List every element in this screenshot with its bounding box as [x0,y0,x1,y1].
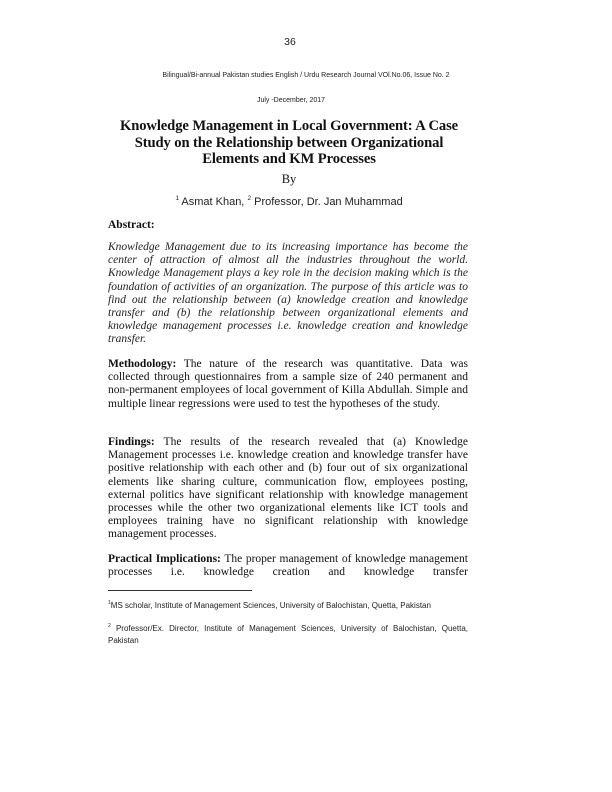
author-1-marker: 1 [175,195,179,202]
byline-label: By [281,172,297,186]
footnote-2-marker: 2 [108,623,111,629]
author-1-name: Asmat Khan, [181,196,245,208]
author-2-marker: 2 [247,195,252,202]
footnote-1-text: MS scholar, Institute of Management Sciences, University of Balochistan, Quetta, Pakistan [110,601,431,610]
findings-paragraph [108,436,468,542]
practical-implications-paragraph [108,553,468,579]
article-title: Knowledge Management in Local Government: A Case Study on the Relationship between Organizational Elements and KM Processes [119,118,459,167]
findings-label: Findings: [108,436,155,448]
methodology-text: The nature of the research was quantitative. Data was collected through questionnaires from a sample size of 240 permanent and non-permanent employees of local government of Killa Abdullah. Simple and multiple linear regressions were used to test the hypotheses of the study. [108,358,468,410]
practical-implications-label: Practical Implications: [108,553,221,565]
footnote-2 [108,621,468,646]
author-2-name: Professor, Dr. Jan Muhammad [254,196,403,208]
findings-text: The results of the research revealed that (a) Knowledge Management processes i.e. knowledge creation and knowledge transfer have positive relationship with each other and (b) four out of six organizational elements like sharing culture, communication flow, employees posting, external politics have significant relationship with knowledge management processes while the other two organizational elements like ICT tools and employees training have no significant relationship with knowledge management processes. [108,436,468,541]
issue-date: July -December, 2017 [256,97,326,104]
page-number: 36 [284,36,296,48]
methodology-label: Methodology: [108,358,177,370]
methodology-paragraph [108,358,468,411]
footnote-divider [108,590,252,591]
footnote-1-marker: 1 [108,600,111,606]
abstract-heading: Abstract: [108,219,155,231]
abstract-body: Knowledge Management due to its increasing importance has become the center of attraction of almost all the industries throughout the world. Knowledge Management plays a key role in the decision making which is the foundation of activities of an organization. The purpose of this article was to find out the relationship between (a) knowledge creation and knowledge transfer and (b) the relationship between organizational elements and knowledge management processes i.e. knowledge creation and knowledge transfer. [108,241,468,346]
footnote-1 [108,598,468,612]
footnote-2-text: Professor/Ex. Director, Institute of Management Sciences, University of Balochistan, Quetta, Pakistan [108,624,468,645]
practical-implications-text: The proper management of knowledge management processes i.e. knowledge creation and knowledge transfer [108,553,468,579]
author-list [0,195,578,208]
journal-header: Bilingual/Bi-annual Pakistan studies English / Urdu Research Journal VOl.No.06, Issue No. 2 [162,72,450,79]
